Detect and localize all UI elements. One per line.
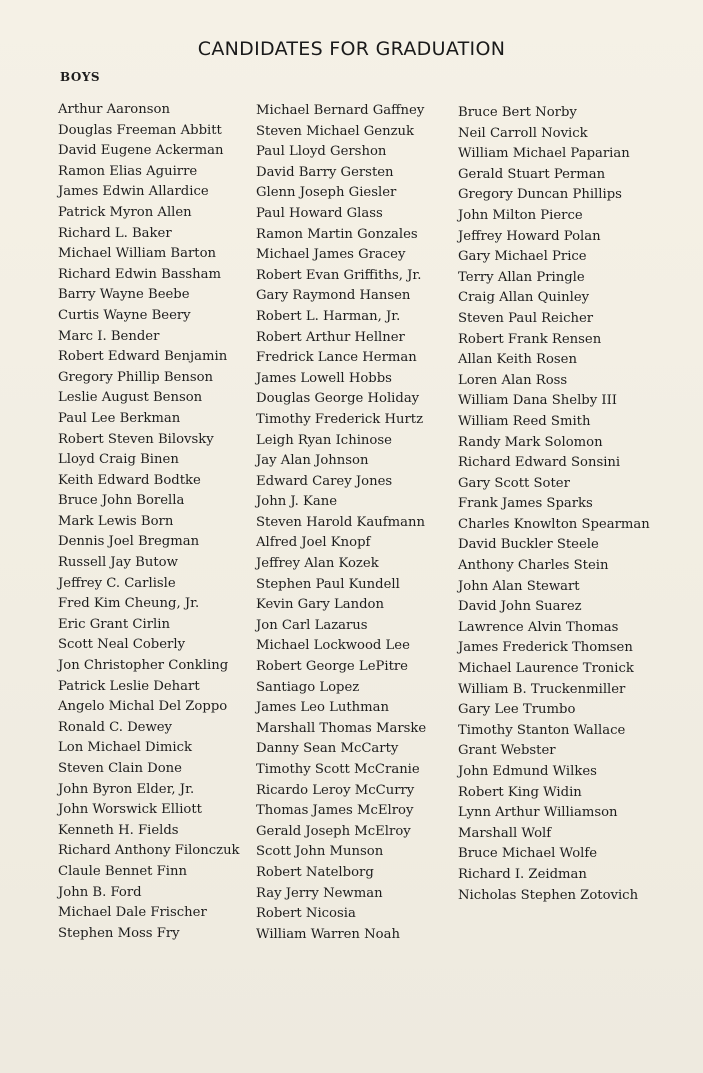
- graduate-name: Bruce Bert Norby: [458, 105, 577, 120]
- graduate-name: Curtis Wayne Beery: [58, 307, 191, 323]
- graduate-name: Michael Laurence Tronick: [458, 661, 634, 677]
- graduate-name: Eric Grant Cirlin: [58, 616, 170, 632]
- graduate-name: Robert Arthur Hellner: [256, 329, 405, 345]
- names-column-2: [256, 101, 426, 945]
- graduate-name: Gary Lee Trumbo: [458, 702, 576, 718]
- graduate-name: Richard I. Zeidman: [458, 866, 587, 882]
- graduate-name: Robert Steven Bilovsky: [58, 431, 214, 447]
- graduate-name: Scott John Munson: [256, 844, 384, 860]
- graduate-name: Timothy Stanton Wallace: [458, 722, 626, 738]
- graduate-name: Glenn Joseph Giesler: [256, 185, 397, 201]
- graduate-name: Richard Edward Sonsini: [458, 455, 621, 471]
- graduate-name: Neil Carroll Novick: [458, 125, 588, 141]
- graduate-name: Grant Webster: [458, 743, 556, 759]
- graduate-name: Jon Carl Lazarus: [256, 617, 368, 633]
- graduate-name: James Lowell Hobbs: [256, 370, 392, 386]
- graduate-name: James Leo Luthman: [256, 700, 390, 716]
- graduate-name: Loren Alan Ross: [458, 372, 568, 388]
- graduate-name: Patrick Myron Allen: [58, 204, 192, 220]
- graduate-name: Frank James Sparks: [458, 496, 593, 512]
- graduate-name: Robert Nicosia: [256, 906, 356, 922]
- graduate-name: Gregory Duncan Phillips: [458, 187, 622, 203]
- graduate-name: John Alan Stewart: [458, 578, 580, 594]
- graduate-name: Lynn Arthur Williamson: [458, 805, 618, 821]
- graduate-name: Gary Raymond Hansen: [256, 288, 411, 304]
- graduate-name: Mark Lewis Born: [58, 513, 174, 529]
- section-heading-boys: BOYS: [60, 70, 101, 84]
- page-title: CANDIDATES FOR GRADUATION: [197, 38, 506, 60]
- graduate-name: John J. Kane: [256, 494, 338, 510]
- graduate-name: Paul Lee Berkman: [58, 410, 181, 426]
- graduate-name: Gary Scott Soter: [458, 475, 570, 491]
- graduate-name: Gregory Phillip Benson: [58, 369, 214, 385]
- graduate-name: Leigh Ryan Ichinose: [256, 432, 392, 448]
- graduate-name: Robert Natelborg: [256, 864, 374, 880]
- graduate-name: Jay Alan Johnson: [256, 453, 369, 469]
- graduate-name: Leslie August Benson: [58, 390, 203, 406]
- graduate-name: Scott Neal Coberly: [58, 637, 186, 653]
- graduate-name: Ronald C. Dewey: [58, 719, 172, 735]
- graduate-name: Alfred Joel Knopf: [256, 535, 371, 551]
- graduate-name: Russell Jay Butow: [58, 555, 178, 571]
- graduate-name: Michael Dale Frischer: [58, 905, 207, 921]
- graduate-name: Richard L. Baker: [58, 225, 172, 241]
- graduate-name: Charles Knowlton Spearman: [458, 516, 650, 532]
- graduate-name: Steven Michael Genzuk: [256, 123, 415, 139]
- graduate-name: Marshall Thomas Marske: [256, 720, 427, 736]
- graduate-name: Jeffrey Alan Kozek: [256, 556, 379, 572]
- graduate-name: Steven Paul Reicher: [458, 310, 594, 326]
- graduate-name: Steven Clain Done: [58, 761, 182, 776]
- graduate-name: Gerald Joseph McElroy: [256, 823, 411, 839]
- graduate-name: David John Suarez: [458, 599, 582, 615]
- graduate-name: Jeffrey Howard Polan: [458, 228, 601, 244]
- graduate-name: Paul Howard Glass: [256, 205, 383, 221]
- graduate-name: Robert Evan Griffiths, Jr.: [256, 267, 422, 283]
- graduate-name: John Worswick Elliott: [58, 802, 202, 818]
- names-column-1: [58, 100, 240, 944]
- graduate-name: William Reed Smith: [458, 413, 591, 429]
- graduate-name: John Milton Pierce: [458, 207, 583, 223]
- graduate-name: Richard Anthony Filonczuk: [58, 843, 240, 859]
- graduate-name: Lawrence Alvin Thomas: [458, 619, 619, 635]
- graduate-name: John Edmund Wilkes: [458, 764, 597, 779]
- graduate-name: Paul Lloyd Gershon: [256, 144, 387, 160]
- names-column-3: [458, 103, 650, 906]
- graduate-name: Michael William Barton: [58, 246, 217, 262]
- graduate-name: Patrick Leslie Dehart: [58, 678, 200, 694]
- graduate-name: Keith Edward Bodtke: [58, 472, 201, 488]
- graduate-name: William Dana Shelby III: [458, 393, 617, 409]
- graduate-name: Ricardo Leroy McCurry: [256, 782, 415, 798]
- graduate-name: Craig Allan Quinley: [458, 290, 590, 306]
- graduate-name: Bruce Michael Wolfe: [458, 846, 598, 862]
- graduate-name: David Barry Gersten: [256, 164, 394, 180]
- graduate-name: Claule Bennet Finn: [58, 863, 188, 879]
- graduate-name: Stephen Moss Fry: [58, 925, 180, 941]
- graduate-name: Ramon Martin Gonzales: [256, 226, 418, 242]
- graduate-name: James Edwin Allardice: [58, 184, 209, 200]
- graduate-name: Timothy Frederick Hurtz: [256, 411, 424, 427]
- graduate-name: Richard Edwin Bassham: [58, 266, 222, 282]
- graduate-name: Dennis Joel Bregman: [58, 534, 200, 550]
- graduate-name: Gary Michael Price: [458, 249, 587, 265]
- graduate-name: Robert King Widin: [458, 784, 582, 800]
- graduate-name: William Warren Noah: [256, 926, 400, 942]
- graduate-name: Jeffrey C. Carlisle: [58, 575, 176, 591]
- graduate-name: William Michael Paparian: [458, 146, 630, 162]
- graduate-name: Robert Edward Benjamin: [58, 349, 228, 365]
- graduate-name: Ray Jerry Newman: [256, 885, 383, 901]
- graduate-name: Michael James Gracey: [256, 247, 406, 263]
- graduate-name: John B. Ford: [58, 884, 142, 900]
- graduate-name: Fred Kim Cheung, Jr.: [58, 596, 200, 612]
- graduate-name: Robert L. Harman, Jr.: [256, 308, 401, 324]
- graduate-name: Kenneth H. Fields: [58, 822, 179, 838]
- graduate-name: Allan Keith Rosen: [458, 352, 577, 368]
- graduate-name: Marshall Wolf: [458, 825, 552, 841]
- graduate-name: Danny Sean McCarty: [256, 741, 399, 757]
- graduate-name: John Byron Elder, Jr.: [58, 781, 195, 797]
- graduate-name: Anthony Charles Stein: [458, 558, 609, 574]
- graduate-name: Lloyd Craig Binen: [58, 452, 179, 468]
- graduate-name: Randy Mark Solomon: [458, 434, 603, 450]
- graduate-name: Ramon Elias Aguirre: [58, 163, 198, 179]
- graduate-name: Edward Carey Jones: [256, 473, 393, 489]
- graduate-name: Robert Frank Rensen: [458, 331, 602, 347]
- graduate-name: Lon Michael Dimick: [58, 740, 192, 756]
- graduate-name: Kevin Gary Landon: [256, 597, 384, 613]
- graduate-name: Nicholas Stephen Zotovich: [458, 887, 639, 903]
- graduate-name: Bruce John Borella: [58, 493, 185, 509]
- graduate-name: Arthur Aaronson: [58, 102, 170, 117]
- graduate-name: Thomas James McElroy: [256, 803, 414, 819]
- graduate-name: Santiago Lopez: [256, 679, 360, 695]
- graduate-name: Timothy Scott McCranie: [256, 762, 420, 777]
- graduate-name: Douglas Freeman Abbitt: [58, 122, 222, 138]
- graduate-name: Stephen Paul Kundell: [256, 576, 400, 592]
- graduate-name: Terry Allan Pringle: [458, 269, 585, 285]
- graduate-name: Marc I. Bender: [58, 328, 160, 344]
- graduate-name: Jon Christopher Conkling: [58, 658, 229, 674]
- graduate-name: Angelo Michal Del Zoppo: [58, 699, 228, 715]
- graduate-name: Barry Wayne Beebe: [58, 287, 190, 303]
- graduate-name: James Frederick Thomsen: [458, 640, 633, 656]
- graduate-name: William B. Truckenmiller: [458, 681, 626, 697]
- graduate-name: Robert George LePitre: [256, 659, 408, 675]
- graduate-name: Michael Bernard Gaffney: [256, 103, 425, 118]
- graduate-name: Fredrick Lance Herman: [256, 350, 417, 366]
- graduate-name: Douglas George Holiday: [256, 391, 420, 407]
- graduate-name: Gerald Stuart Perman: [458, 166, 606, 182]
- graduate-name: Steven Harold Kaufmann: [256, 514, 425, 530]
- graduate-name: David Eugene Ackerman: [58, 143, 224, 159]
- graduate-name: David Buckler Steele: [458, 537, 599, 553]
- graduate-name: Michael Lockwood Lee: [256, 638, 410, 654]
